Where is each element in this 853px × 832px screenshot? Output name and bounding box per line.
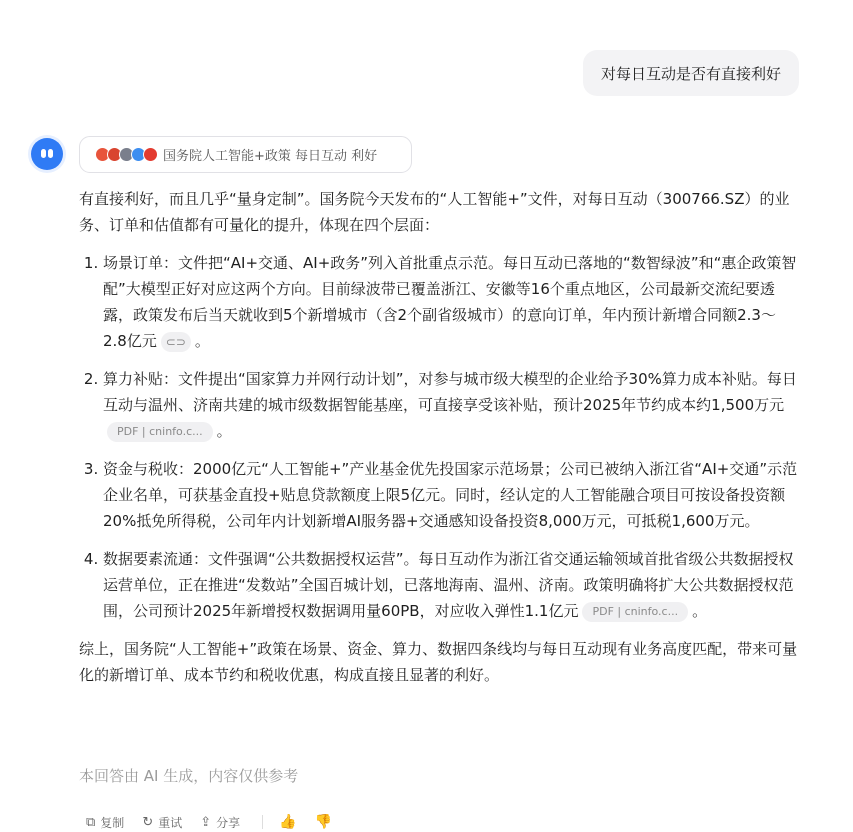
share-icon: ⇪ bbox=[200, 814, 212, 830]
source-favicons bbox=[95, 147, 155, 162]
thumbs-up-icon[interactable]: 👍 bbox=[279, 814, 297, 830]
link-icon[interactable]: ⊂⊃ bbox=[161, 332, 191, 352]
divider bbox=[262, 815, 263, 829]
citation-chip[interactable]: PDF | cninfo.c... bbox=[582, 602, 688, 622]
user-message-text: 对每日互动是否有直接利好 bbox=[600, 64, 781, 83]
user-message-bubble bbox=[583, 50, 799, 96]
retry-button[interactable]: ↻ 重试 bbox=[142, 814, 183, 830]
list-item bbox=[103, 456, 799, 534]
share-button[interactable]: ⇪ 分享 bbox=[200, 814, 241, 830]
list-item-text: 算力补贴：文件提出“国家算力并网行动计划”，对参与城市级大模型的企业给予30%算力成本补贴。每日互动与温州、济南共建的城市级数据智能基座，可直接享受该补贴，预计2025年节约成本约1,500万元 bbox=[103, 370, 797, 414]
sources-search-pill[interactable] bbox=[79, 136, 412, 173]
assistant-answer bbox=[79, 186, 799, 688]
list-item: 1. 场景订单：文件把“AI+交通、AI+政务”列入首批重点示范。每日互动已落地的“数智绿波”和“惠企政策智配”大模型正好对应这两个方向。目前绿波带已覆盖浙江、安徽等16个重点地区，公司最新交流纪要透露，政策发布后当天就收到5个新增城市（含2个副省级城市）的意向订单，年内预计新增合同额2.3～2.8亿元 ⊂⊃ 。 bbox=[103, 250, 799, 354]
citation-chip[interactable]: PDF | cninfo.c... bbox=[107, 422, 213, 442]
message-actions bbox=[86, 812, 350, 832]
ai-disclaimer: 本回答由 AI 生成，内容仅供参考 bbox=[79, 767, 299, 785]
list-item-text: 场景订单：文件把“AI+交通、AI+政务”列入首批重点示范。每日互动已落地的“数智绿波”和“惠企政策智配”大模型正好对应这两个方向。目前绿波带已覆盖浙江、安徽等16个重点地区，公司最新交流纪要透露，政策发布后当天就收到5个新增城市（含2个副省级城市）的意向订单，年内预计新增合同额2.3～2.8亿元 bbox=[103, 254, 797, 350]
answer-intro: 有直接利好，而且几乎“量身定制”。国务院今天发布的“人工智能+”文件，对每日互动（300766.SZ）的业务、订单和估值都有可量化的提升，体现在四个层面： bbox=[79, 190, 790, 234]
list-item: 4. 数据要素流通：文件强调“公共数据授权运营”。每日互动作为浙江省交通运输领域首批省级公共数据授权运营单位，正在推进“发数站”全国百城计划，已落地海南、温州、济南。政策明确将扩大公共数据授权范围，公司预计2025年新增授权数据调用量60PB，对应收入弹性1.1亿元 PDF | cninfo.c... 。 bbox=[103, 546, 799, 624]
copy-button[interactable]: ⧉ 复制 bbox=[86, 814, 125, 830]
assistant-avatar-icon bbox=[31, 138, 63, 170]
answer-summary: 综上，国务院“人工智能+”政策在场景、资金、算力、数据四条线均与每日互动现有业务高度匹配，带来可量化的新增订单、成本节约和税收优惠，构成直接且显著的利好。 bbox=[79, 640, 798, 684]
list-item-text: 资金与税收：2000亿元“人工智能+”产业基金优先投国家示范场景；公司已被纳入浙江省“AI+交通”示范企业名单，可获基金直投+贴息贷款额度上限5亿元。同时，经认定的人工智能融合项目可按设备投资额20%抵免所得税，公司年内计划新增AI服务器+交通感知设备投资8,000万元，可抵税1,600万元。 bbox=[103, 460, 798, 530]
thumbs-down-icon[interactable]: 👎 bbox=[314, 814, 333, 830]
list-item: 2. 算力补贴：文件提出“国家算力并网行动计划”，对参与城市级大模型的企业给予30%算力成本补贴。每日互动与温州、济南共建的城市级数据智能基座，可直接享受该补贴，预计2025年节约成本约1,500万元PDF | cninfo.c... 。 bbox=[103, 366, 799, 444]
source-favicon-icon bbox=[143, 147, 158, 162]
sources-query-text: 国务院人工智能+政策 每日互动 利好 bbox=[163, 149, 378, 164]
list-item-text: 数据要素流通：文件强调“公共数据授权运营”。每日互动作为浙江省交通运输领域首批省级公共数据授权运营单位，正在推进“发数站”全国百城计划，已落地海南、温州、济南。政策明确将扩大公共数据授权范围，公司预计2025年新增授权数据调用量60PB，对应收入弹性1.1亿元 bbox=[103, 550, 794, 620]
answer-list bbox=[79, 250, 799, 624]
copy-icon: ⧉ bbox=[86, 814, 96, 830]
refresh-icon: ↻ bbox=[142, 814, 154, 830]
